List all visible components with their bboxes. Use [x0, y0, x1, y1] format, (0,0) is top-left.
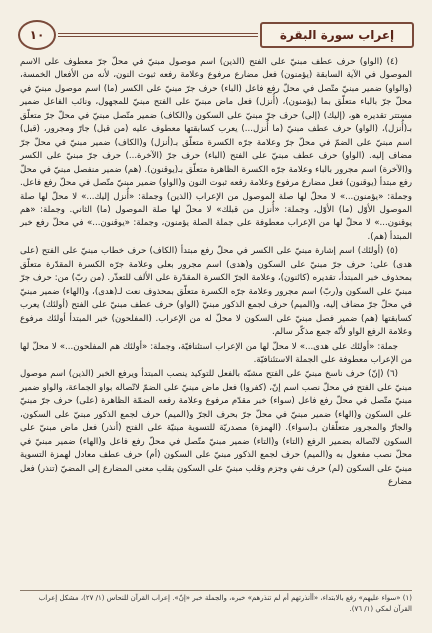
footnote-separator — [20, 590, 412, 591]
header-title: إعراب سورة البقرة — [260, 22, 414, 48]
body-text — [20, 56, 412, 491]
page-header — [18, 16, 414, 50]
footnotes — [20, 593, 412, 615]
header-divider — [58, 33, 258, 37]
page-number: ١٠ — [18, 20, 56, 50]
paragraph-verse-4: (٤) (الواو) حرف عطف مبنيّ على الفتح (الذين) اسم موصول مبنيّ في محلّ جرّ معطوف على الاسم الموصول في الآية السابقة (يؤمنون) فعل مضارع مرفوع وعلامة رفعه ثبوت النون، لأنه من الأفعال الخمسة، (والواو) ضمير مبنيّ متّصل في محلّ رفع فاعل (الباء) حرف جرّ مبنيّ على الكسر (ما) اسم موصول مبنيّ في محلّ جرّ بالباء متعلّق بما (يؤمنون)، (أُنزل) فعل ماض مبنيّ على الفتح مبنيّ للمجهول، ونائب الفاعل ضمير مستتر تقديره هو، (إليك) (إلى) حرف جرّ مبنيّ على السكون و(الكاف) ضمير متّصل مبنيّ في محلّ جرّ متعلّق بـ(أُنزل)، (الواو) حرف عطف مبنيّ (ما أُنزل...) يعرب كسابقتها معطوف عليه (من قبل) جارّ ومجرور، (قبل) اسم مبنيّ على الضمّ في محلّ جرّ وعلامة جرّه الكسرة متعلّق بـ(أنزل) و(الكاف) ضمير مبنيّ في محلّ جرّ مضاف إليه. (الواو) حرف عطف مبنيّ على الفتح (الباء) حرف جرّ (الآخرة...) حرف جرّ مبنيّ على الكسر و(الآخرة) اسم مجرور بالباء وعلامة جرّه الكسرة الظاهرة متعلّق بـ(يوقنون). (هم) ضمير منفصل مبنيّ في محلّ رفع مبتدأ (يوقنون) فعل مضارع مرفوع وعلامة رفعه ثبوت النون و(الواو) ضمير مبنيّ متّصل في محلّ رفع فاعل. وجملة: «يؤمنون...» لا محلّ لها صلة الموصول من الإعراب (الذين) وجملة: «أُنزل إليك...» لا محلّ لها صلة الموصول الأوّل (ما) الأوّل، وجملة: «أُنزل من قبلك» لا محلّ لها صلة الموصول (ما) الثاني. وجملة: «هم يوقنون...» لا محلّ لها من الإعراب معطوفة على جملة الصلة يؤمنون، وجملة: «يوقنون...» في محلّ رفع خبر المبتدأ (هم). — [20, 57, 412, 242]
paragraph-verse-5: (٥) (أولئك) اسم إشارة مبنيّ على الكسر في محلّ رفع مبتدأ (الكاف) حرف خطاب مبنيّ على الفتح (على هدى) على: حرف جرّ مبنيّ على السكون و(هدى) اسم مجرور بعلى وعلامة جرّه الكسرة المقدّرة متعلّق بمحذوف خبر المبتدأ، تقديره (كائنون)، وعلامة الجرّ الكسرة المقدّرة على الألف للتعذّر. (من ربّ) من: حرف جرّ مبنيّ على السكون و(ربّ) اسم مجرور وعلامة جرّه الكسرة متعلّق بمحذوف نعت لـ(هدى)، و(الهاء) ضمير مبنيّ في محلّ جرّ مضاف إليه، و(الميم) حرف لجمع الذكور مبنيّ (الواو) حرف عطف مبنيّ على الفتح (أولئك) يعرب كسابقتها (هم) ضمير فصل مبنيّ على السكون لا محلّ له من الإعراب. (المفلحون) خبر المبتدأ أولئك مرفوع وعلامة الرفع الواو لأنّه جمع مذكّر سالم. — [20, 246, 412, 338]
footnote-1: (١) «سواء عليهم» رفع بالابتداء، «أأنذرتهم أم لم تنذرهم» خبره، والجملة خبر «إنّ». إعراب القرآن للنحاس (١/ ٢٧)، مشكل إعراب القرآن لمكي (١/ ٧٦). — [38, 594, 412, 613]
paragraph-verse-6: (٦) (إنّ) حرف ناسخ مبنيّ على الفتح مشبّه بالفعل للتوكيد ينصب المبتدأ ويرفع الخبر (الذين) اسم موصول مبنيّ على الفتح في محلّ نصب اسم إنّ، (كفروا) فعل ماض مبنيّ على الضمّ لاتّصاله بواو الجماعة، والواو ضمير مبنيّ متّصل في محلّ رفع فاعل (سواء) خبر مقدّم مرفوع وعلامة رفعه الضمّة الظاهرة (على) حرف جرّ مبنيّ على السكون و(الهاء) ضمير مبنيّ في محلّ جرّ بحرف الجرّ و(الميم) حرف لجمع الذكور مبنيّ على السكون، والجارّ والمجرور متعلّقان بـ(سواء). (الهمزة) مصدريّة للتسوية مبنيّة على الفتح (أنذر) فعل ماض مبنيّ على السكون لاتّصاله بضمير الرفع (التاء) و(التاء) ضمير مبنيّ متّصل في محلّ رفع فاعل و(الهاء) ضمير مبنيّ في محلّ نصب مفعول به و(الميم) حرف لجمع الذكور مبنيّ على السكون (أم) حرف عطف معادل لهمزة التسوية مبنيّ على السكون (لم) حرف نفي وجزم وقلب مبنيّ على السكون يقلب معنى المضارع إلى المضيّ (تنذر) فعل مضارع — [20, 369, 412, 488]
paragraph-verse-5-sentences: جملة: «أولئك على هدى...» لا محلّ لها من الإعراب استئنافيّة، وجملة: «أولئك هم المفلحون...» لا محلّ لها من الإعراب معطوفة على الجملة الاستئنافيّة. — [20, 341, 412, 365]
